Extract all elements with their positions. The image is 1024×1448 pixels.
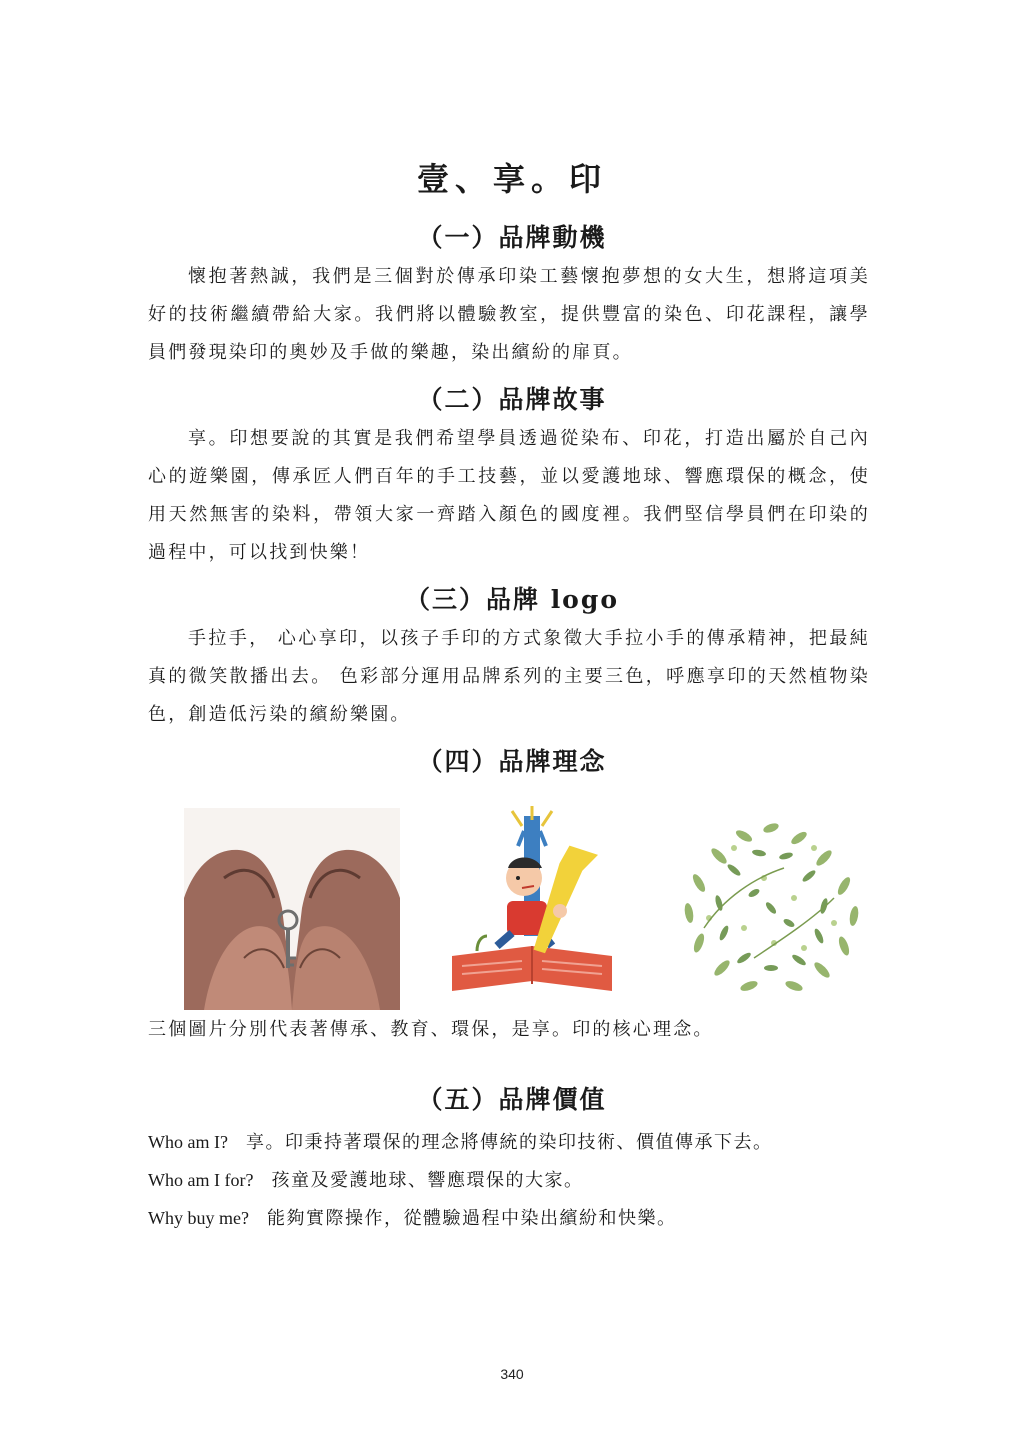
page-number: 340 bbox=[500, 1366, 524, 1382]
paragraph-story: 享。印想要說的其實是我們希望學員透過從染布、印花，打造出屬於自己內心的遊樂園，傳承匠人們百年的手工技藝，並以愛護地球、響應環保的概念，使用天然無害的染料，帶領大家一齊踏入顏色的國度裡。我們堅信學員們在印染的過程中，可以找到快樂！ bbox=[148, 428, 870, 563]
value-question: Who am I for? bbox=[148, 1170, 254, 1190]
heading-motivation: （一）品牌動機 bbox=[417, 223, 607, 252]
heading-value: （五）品牌價值 bbox=[417, 1085, 607, 1114]
value-question: Who am I? bbox=[148, 1132, 228, 1152]
value-answer: 享。印秉持著環保的理念將傳統的染印技術、價值傳承下去。 bbox=[245, 1132, 773, 1153]
leaf-wreath-image bbox=[664, 808, 878, 1008]
heading-philosophy: （四）品牌理念 bbox=[417, 747, 607, 776]
value-line bbox=[148, 1128, 888, 1154]
paragraph-motivation: 懷抱著熱誠，我們是三個對於傳承印染工藝懷抱夢想的女大生，想將這項美好的技術繼續帶給大家。我們將以體驗教室，提供豐富的染色、印花課程，讓學員們發現染印的奧妙及手做的樂趣，染出繽紛的扉頁。 bbox=[148, 266, 870, 363]
paragraph-logo: 手拉手， 心心享印，以孩子手印的方式象徵大手拉小手的傳承精神，把最純真的微笑散播出去。 色彩部分運用品牌系列的主要三色，呼應享印的天然植物染色，創造低污染的繽紛樂園。 bbox=[148, 628, 870, 725]
child-with-pencil-on-book-icon bbox=[452, 806, 612, 1006]
hands-key-image bbox=[184, 808, 400, 1010]
value-question: Why buy me? bbox=[148, 1208, 249, 1228]
value-line bbox=[148, 1204, 888, 1230]
hands-holding-key-icon bbox=[184, 808, 400, 1010]
child-pencil-image bbox=[452, 806, 612, 1006]
heading-logo: （三）品牌 logo bbox=[404, 585, 620, 614]
heading-story: （二）品牌故事 bbox=[417, 385, 607, 414]
page-title: 壹、享。印 bbox=[416, 160, 607, 198]
value-answer: 能夠實際操作，從體驗過程中染出繽紛和快樂。 bbox=[266, 1208, 677, 1229]
value-answer: 孩童及愛護地球、響應環保的大家。 bbox=[271, 1170, 584, 1191]
leaf-wreath-icon bbox=[664, 808, 878, 1008]
value-line bbox=[148, 1166, 888, 1192]
philosophy-caption: 三個圖片分別代表著傳承、教育、環保，是享。印的核心理念。 bbox=[148, 1019, 714, 1040]
